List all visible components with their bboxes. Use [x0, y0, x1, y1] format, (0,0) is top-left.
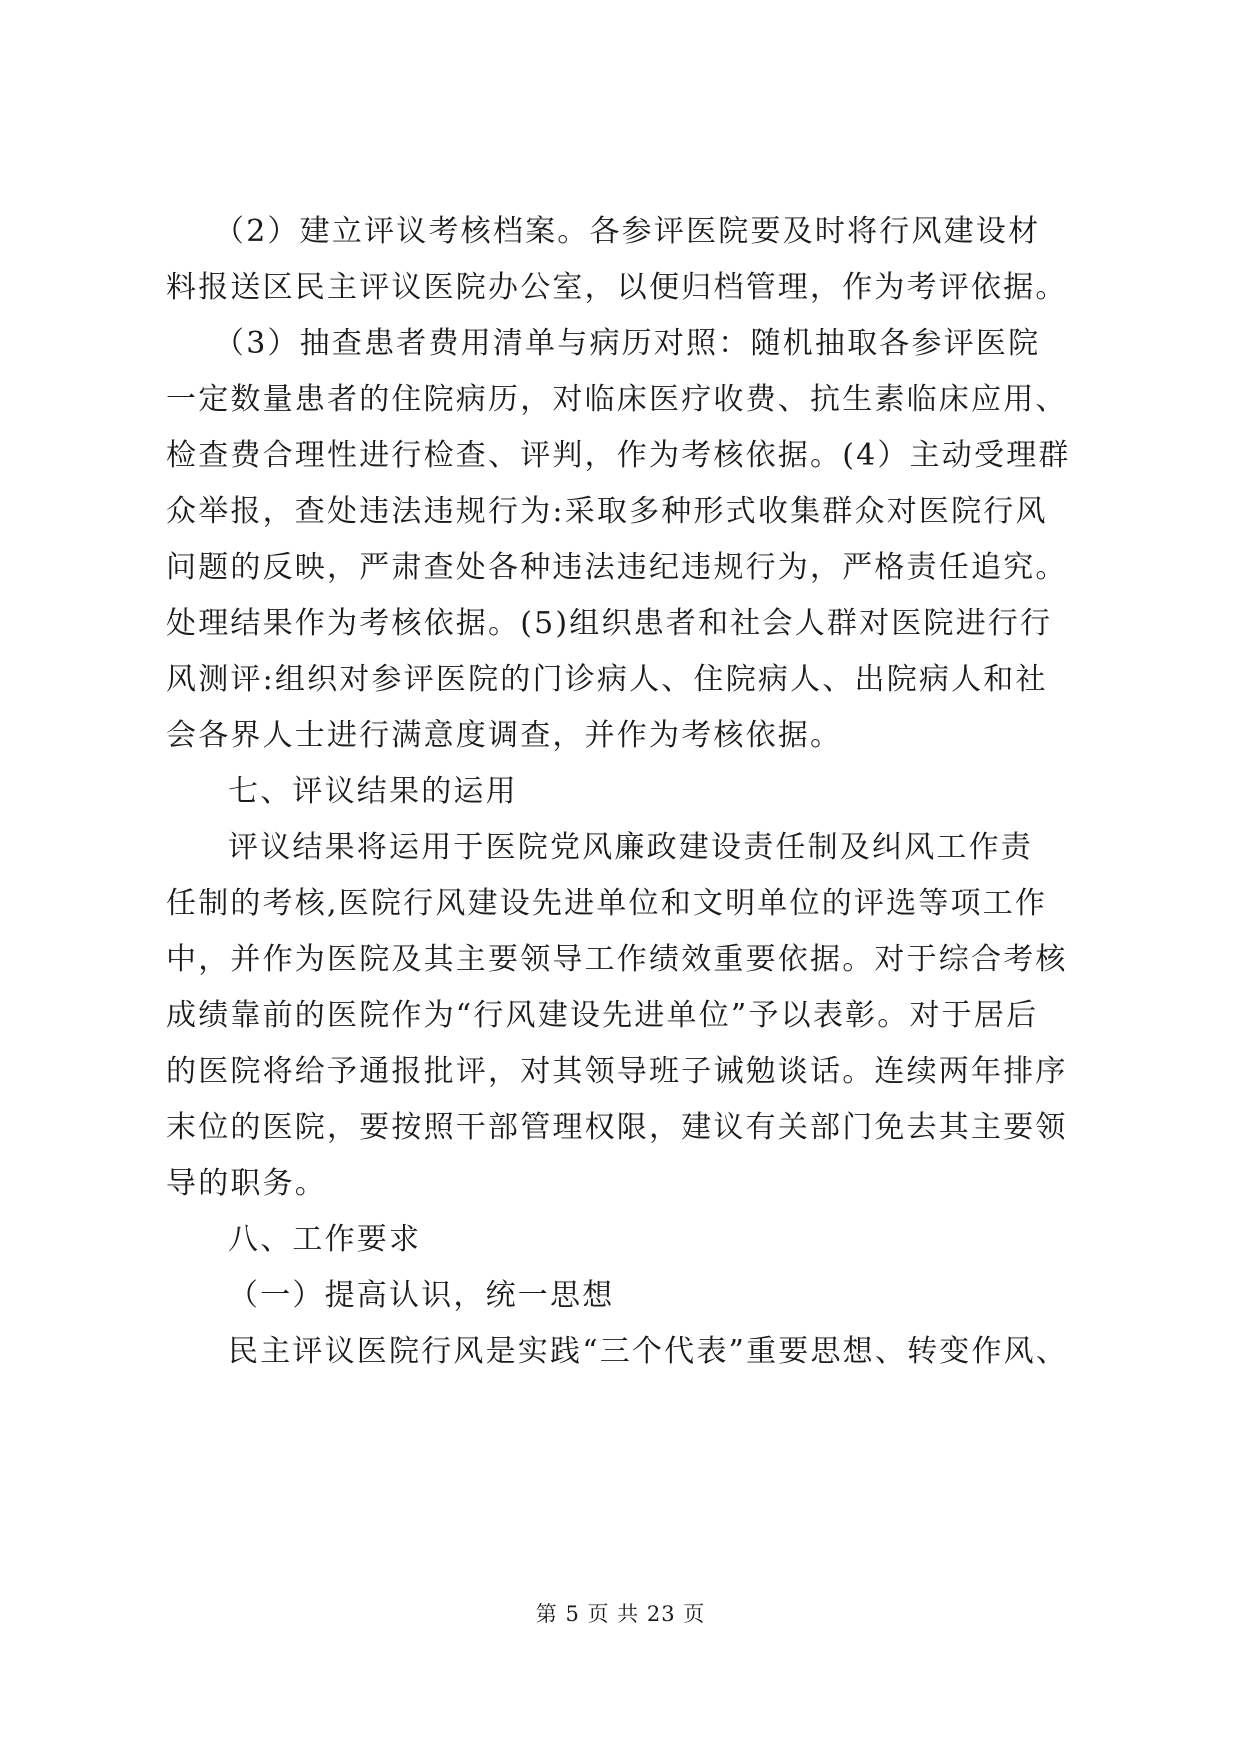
- section-heading: 七、评议结果的运用: [228, 774, 518, 809]
- paragraph-line: 问题的反映，严肃查处各种违法违纪违规行为，严格责任追究。: [166, 550, 1068, 585]
- paragraph-line: 料报送区民主评议医院办公室，以便归档管理，作为考评依据。: [166, 270, 1068, 305]
- paragraph-line: 民主评议医院行风是实践“三个代表”重要思想、转变作风、: [228, 1334, 1069, 1369]
- paragraph-line: 导的职务。: [166, 1166, 327, 1201]
- paragraph-line: （2）建立评议考核档案。各参评医院要及时将行风建设材: [214, 214, 1041, 249]
- paragraph-line: 末位的医院，要按照干部管理权限，建议有关部门免去其主要领: [166, 1110, 1068, 1145]
- paragraph-line: 任制的考核,医院行风建设先进单位和文明单位的评选等项工作: [166, 886, 1048, 921]
- paragraph-line: 处理结果作为考核依据。(5)组织患者和社会人群对医院进行行: [166, 606, 1053, 641]
- paragraph-line: 检查费合理性进行检查、评判，作为考核依据。(4）主动受理群: [166, 438, 1071, 473]
- paragraph-line: 一定数量患者的住院病历，对临床医疗收费、抗生素临床应用、: [166, 382, 1068, 417]
- paragraph-line: 评议结果将运用于医院党风廉政建设责任制及纠风工作责: [228, 830, 1033, 865]
- paragraph-line: 成绩靠前的医院作为“行风建设先进单位”予以表彰。对于居后: [166, 998, 1039, 1033]
- paragraph-line: 中，并作为医院及其主要领导工作绩效重要依据。对于综合考核: [166, 942, 1068, 977]
- paragraph-line: 众举报，查处违法违规行为:采取多种形式收集群众对医院行风: [166, 494, 1048, 529]
- paragraph-line: 风测评:组织对参评医院的门诊病人、住院病人、出院病人和社: [166, 662, 1048, 697]
- paragraph-line: 会各界人士进行满意度调查，并作为考核依据。: [166, 718, 843, 753]
- subsection-heading: （一）提高认识，统一思想: [228, 1278, 615, 1313]
- section-heading: 八、工作要求: [228, 1222, 422, 1257]
- paragraph-line: （3）抽查患者费用清单与病历对照：随机抽取各参评医院: [214, 326, 1041, 361]
- page-number-footer: 第 5 页 共 23 页: [535, 1602, 706, 1626]
- paragraph-line: 的医院将给予通报批评，对其领导班子诫勉谈话。连续两年排序: [166, 1054, 1068, 1089]
